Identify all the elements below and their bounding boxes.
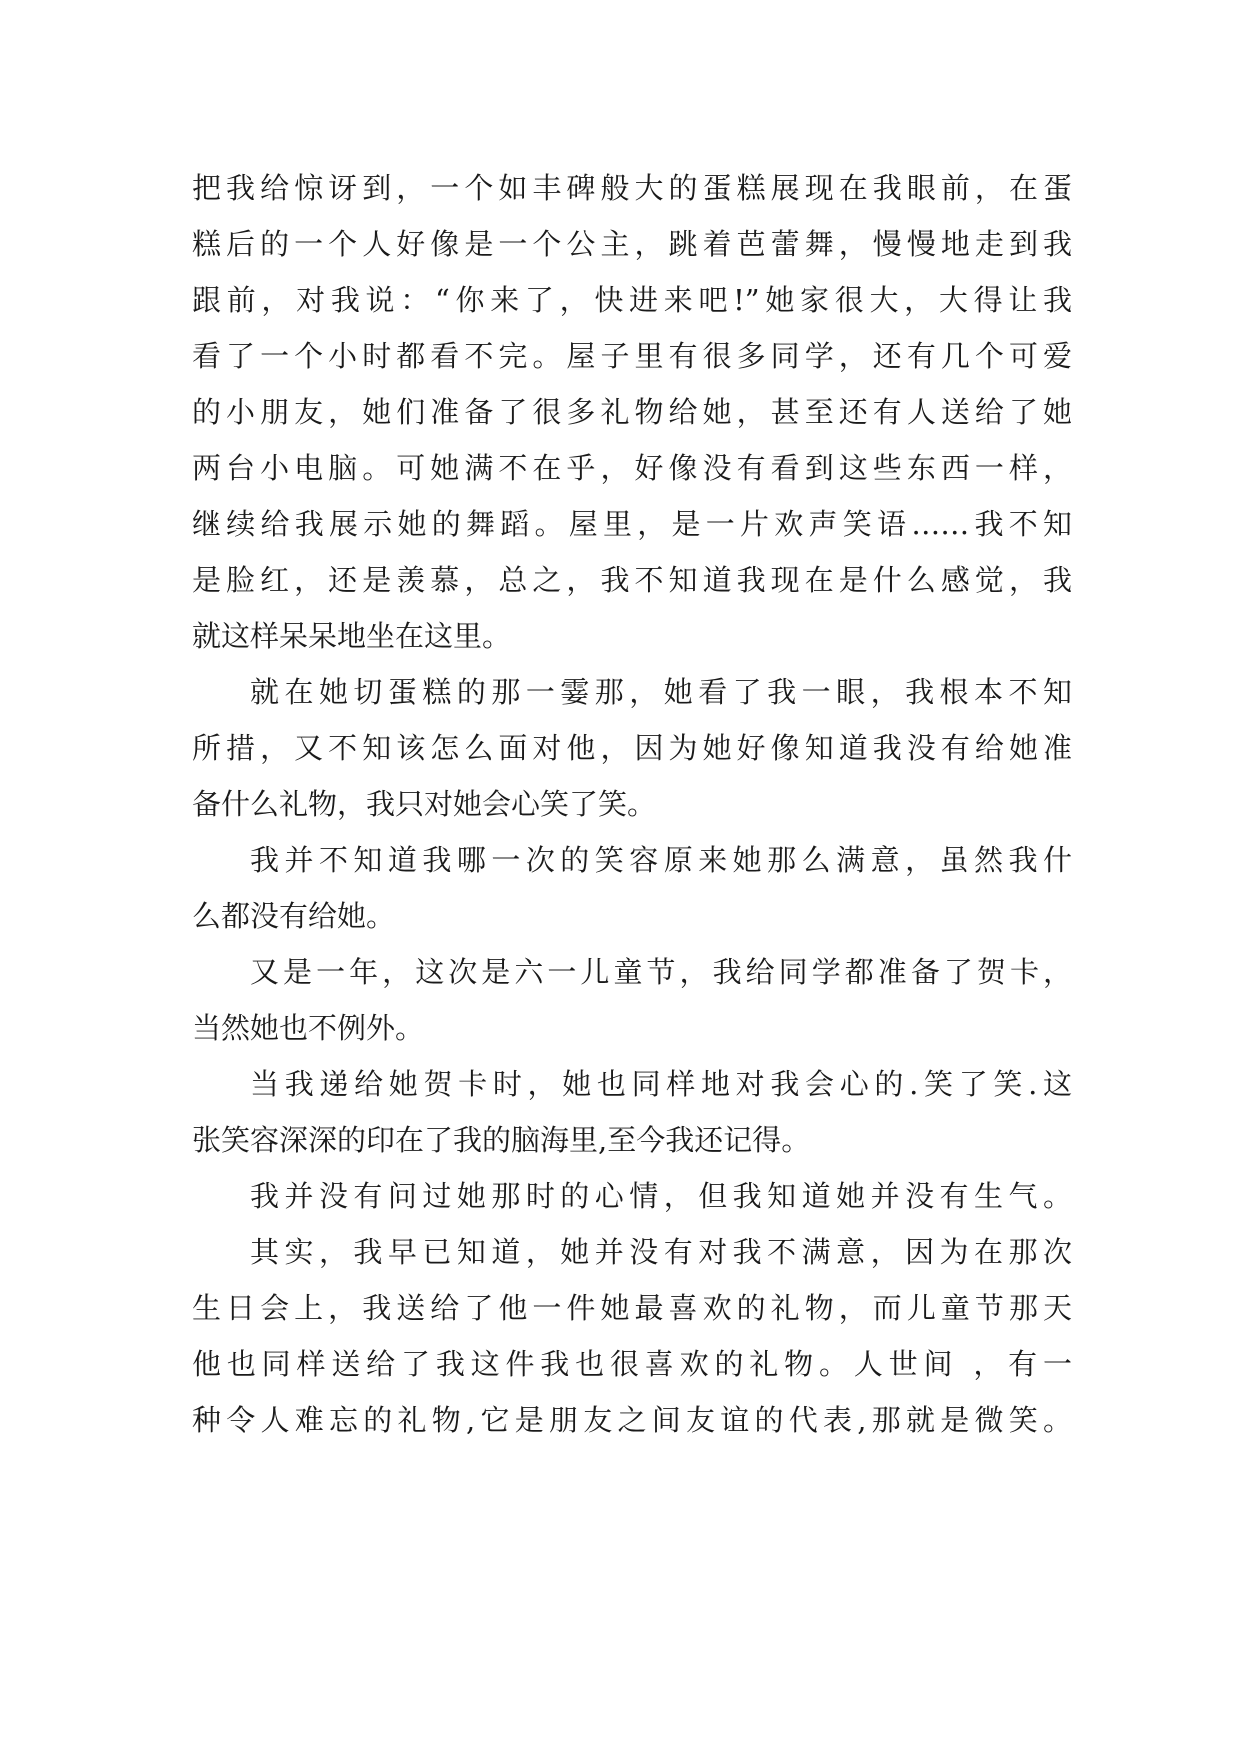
text-line: 种令人难忘的礼物,它是朋友之间友谊的代表,那就是微笑。	[192, 1403, 1072, 1437]
text-line: 当我递给她贺卡时，她也同样地对我会心的.笑了笑.这	[250, 1067, 1072, 1101]
text-line: 跟前，对我说：“你来了，快进来吧!”她家很大，大得让我	[192, 283, 1072, 317]
text-line: 其实，我早已知道，她并没有对我不满意，因为在那次	[250, 1235, 1072, 1269]
text-line: 我并不知道我哪一次的笑容原来她那么满意，虽然我什	[250, 843, 1072, 877]
text-line: 生日会上，我送给了他一件她最喜欢的礼物，而儿童节那天	[192, 1291, 1072, 1325]
text-line: 就这样呆呆地坐在这里。	[192, 619, 512, 653]
paragraph	[192, 664, 1072, 832]
text-line: 张笑容深深的印在了我的脑海里,至今我还记得。	[192, 1123, 811, 1157]
paragraph	[192, 832, 1072, 944]
text-line: 我并没有问过她那时的心情，但我知道她并没有生气。	[250, 1179, 1072, 1213]
text-line: 看了一个小时都看不完。屋子里有很多同学，还有几个可爱	[192, 339, 1072, 373]
text-line: 把我给惊讶到，一个如丰碑般大的蛋糕展现在我眼前，在蛋	[192, 171, 1072, 205]
paragraph	[192, 1224, 1072, 1448]
text-line: 么都没有给她。	[192, 899, 396, 933]
paragraph	[192, 160, 1072, 664]
paragraph	[192, 1056, 1072, 1168]
text-line: 继续给我展示她的舞蹈。屋里，是一片欢声笑语……我不知	[192, 507, 1072, 541]
text-line: 的小朋友，她们准备了很多礼物给她，甚至还有人送给了她	[192, 395, 1072, 429]
paragraph	[192, 944, 1072, 1056]
text-line: 备什么礼物，我只对她会心笑了笑。	[192, 787, 657, 821]
text-line: 就在她切蛋糕的那一霎那，她看了我一眼，我根本不知	[250, 675, 1072, 709]
text-line: 两台小电脑。可她满不在乎，好像没有看到这些东西一样，	[192, 451, 1072, 485]
text-line: 所措，又不知该怎么面对他，因为她好像知道我没有给她准	[192, 731, 1072, 765]
text-line: 糕后的一个人好像是一个公主，跳着芭蕾舞，慢慢地走到我	[192, 227, 1072, 261]
text-line: 又是一年，这次是六一儿童节，我给同学都准备了贺卡，	[250, 955, 1072, 989]
document-body	[192, 160, 1072, 1448]
text-line: 当然她也不例外。	[192, 1011, 425, 1045]
text-line: 他也同样送给了我这件我也很喜欢的礼物。人世间 ，有一	[192, 1347, 1072, 1381]
text-line: 是脸红，还是羡慕，总之，我不知道我现在是什么感觉，我	[192, 563, 1072, 597]
paragraph	[192, 1168, 1072, 1224]
